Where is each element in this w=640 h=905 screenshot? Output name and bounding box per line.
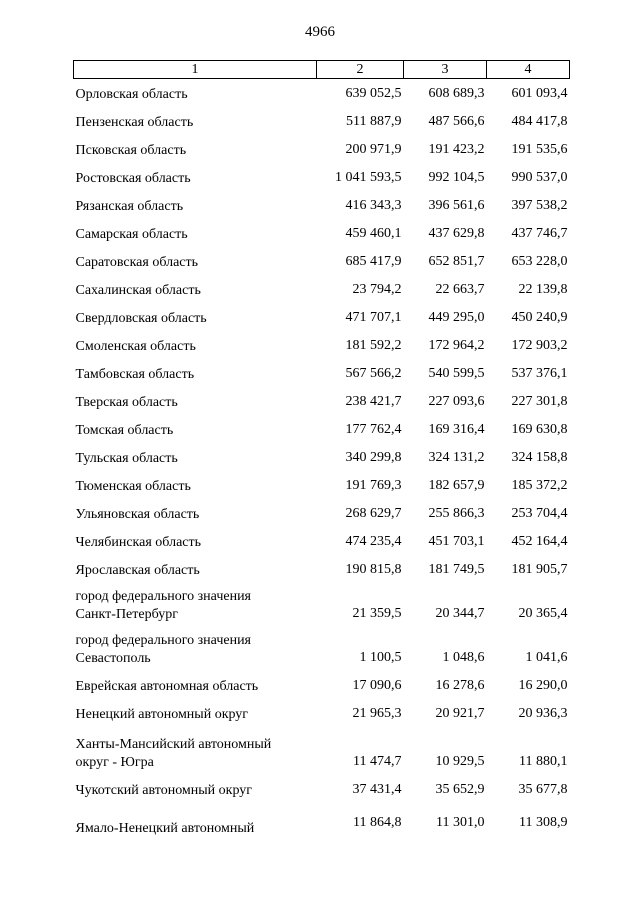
region-name: Еврейская автономная область — [75, 679, 259, 694]
region-name: Орловская область — [75, 87, 188, 102]
value-col-2: 200 971,9 — [345, 142, 402, 157]
value-col-3: 172 964,2 — [428, 338, 485, 353]
column-header-4: 4 — [487, 61, 570, 79]
value-col-2: 11 474,7 — [353, 754, 402, 769]
value-col-4: 185 372,2 — [511, 478, 568, 493]
table-row — [74, 628, 570, 672]
value-col-3: 16 278,6 — [435, 678, 485, 693]
region-name: Чукотский автономный округ — [75, 783, 253, 798]
value-col-4: 35 677,8 — [518, 782, 568, 797]
page-number: 4966 — [305, 24, 335, 40]
value-col-3: 1 048,6 — [442, 650, 485, 665]
value-col-3: 227 093,6 — [428, 394, 485, 409]
value-col-2: 268 629,7 — [345, 506, 402, 521]
table-row — [74, 804, 570, 842]
region-name: Сахалинская область — [75, 283, 201, 298]
value-col-3: 437 629,8 — [428, 226, 485, 241]
value-col-3: 487 566,6 — [428, 114, 485, 129]
value-col-4: 437 746,7 — [511, 226, 568, 241]
value-col-2: 17 090,6 — [352, 678, 402, 693]
table-row — [74, 776, 570, 804]
value-col-3: 35 652,9 — [435, 782, 485, 797]
region-name-line-2: Севастополь — [75, 651, 151, 666]
value-col-3: 20 344,7 — [435, 606, 485, 621]
value-col-2: 1 041 593,5 — [335, 170, 402, 185]
value-col-4: 20 936,3 — [518, 706, 568, 721]
value-col-4: 537 376,1 — [511, 366, 568, 381]
region-name: Томская область — [75, 423, 174, 438]
table-row — [74, 136, 570, 164]
value-col-2: 639 052,5 — [345, 86, 402, 101]
value-col-2: 23 794,2 — [352, 282, 402, 297]
value-col-4: 11 308,9 — [519, 815, 568, 830]
region-name-line-2: Санкт-Петербург — [75, 607, 178, 622]
value-col-2: 37 431,4 — [352, 782, 402, 797]
region-name: Ульяновская область — [75, 507, 200, 522]
value-col-4: 22 139,8 — [518, 282, 568, 297]
value-col-2: 1 100,5 — [359, 650, 402, 665]
value-col-4: 601 093,4 — [511, 86, 568, 101]
value-col-4: 227 301,8 — [511, 394, 568, 409]
value-col-2: 238 421,7 — [345, 394, 402, 409]
region-name: Псковская область — [75, 143, 187, 158]
region-name: Челябинская область — [75, 535, 201, 550]
value-col-2: 11 864,8 — [353, 815, 402, 830]
value-col-4: 990 537,0 — [511, 170, 568, 185]
region-name-line-2: округ - Югра — [75, 755, 154, 770]
table-row — [74, 192, 570, 220]
value-col-3: 191 423,2 — [428, 142, 485, 157]
region-name: Самарская область — [75, 227, 188, 242]
table-row — [74, 444, 570, 472]
value-col-4: 450 240,9 — [511, 310, 568, 325]
value-col-3: 608 689,3 — [428, 86, 485, 101]
region-name: Тверская область — [75, 395, 178, 410]
value-col-4: 1 041,6 — [525, 650, 568, 665]
table-row — [74, 304, 570, 332]
value-col-3: 11 301,0 — [436, 815, 485, 830]
value-col-3: 451 703,1 — [428, 534, 485, 549]
value-col-2: 567 566,2 — [345, 366, 402, 381]
table-row — [74, 416, 570, 444]
value-col-4: 169 630,8 — [511, 422, 568, 437]
value-col-4: 324 158,8 — [511, 450, 568, 465]
value-col-3: 22 663,7 — [435, 282, 485, 297]
value-col-2: 685 417,9 — [345, 254, 402, 269]
table-row — [74, 79, 570, 109]
value-col-4: 452 164,4 — [511, 534, 568, 549]
table-row — [74, 220, 570, 248]
region-name: Смоленская область — [75, 339, 196, 354]
table-row — [74, 164, 570, 192]
value-col-2: 511 887,9 — [346, 114, 402, 129]
value-col-2: 474 235,4 — [345, 534, 402, 549]
value-col-2: 416 343,3 — [345, 198, 402, 213]
value-col-3: 449 295,0 — [428, 310, 485, 325]
region-name: Свердловская область — [75, 311, 207, 326]
table-row — [74, 728, 570, 776]
region-name: Ростовская область — [75, 171, 191, 186]
region-name: Ямало-Ненецкий автономный — [75, 821, 255, 836]
value-col-2: 191 769,3 — [345, 478, 402, 493]
table-row — [74, 700, 570, 728]
table-row — [74, 388, 570, 416]
value-col-2: 21 965,3 — [352, 706, 402, 721]
region-name: Саратовская область — [75, 255, 199, 270]
value-col-3: 992 104,5 — [428, 170, 485, 185]
region-name: Тульская область — [75, 451, 178, 466]
table-row — [74, 672, 570, 700]
value-col-4: 20 365,4 — [518, 606, 568, 621]
region-name — [74, 628, 317, 672]
value-col-3: 324 131,2 — [428, 450, 485, 465]
region-name: Ярославская область — [75, 563, 200, 578]
column-header-2: 2 — [317, 61, 404, 79]
region-name-line-1: Ханты-Мансийский автономный — [75, 737, 272, 752]
table-row — [74, 556, 570, 584]
value-col-2: 471 707,1 — [345, 310, 402, 325]
column-header-3: 3 — [404, 61, 487, 79]
region-name-line-1: город федерального значения — [75, 589, 251, 604]
table-row — [74, 584, 570, 628]
table-row — [74, 108, 570, 136]
value-col-2: 340 299,8 — [345, 450, 402, 465]
table-row — [74, 248, 570, 276]
table-row — [74, 472, 570, 500]
value-col-2: 181 592,2 — [345, 338, 402, 353]
region-name — [74, 584, 317, 628]
value-col-3: 396 561,6 — [428, 198, 485, 213]
value-col-4: 191 535,6 — [511, 142, 568, 157]
value-col-2: 190 815,8 — [345, 562, 402, 577]
table-row — [74, 276, 570, 304]
value-col-4: 653 228,0 — [511, 254, 568, 269]
value-col-4: 16 290,0 — [518, 678, 568, 693]
value-col-2: 177 762,4 — [345, 422, 402, 437]
region-name-line-1: город федерального значения — [75, 633, 251, 648]
region-name: Ненецкий автономный округ — [75, 707, 249, 722]
value-col-3: 182 657,9 — [428, 478, 485, 493]
region-name: Тамбовская область — [75, 367, 195, 382]
value-col-3: 255 866,3 — [428, 506, 485, 521]
value-col-3: 20 921,7 — [435, 706, 485, 721]
table-row — [74, 500, 570, 528]
value-col-4: 181 905,7 — [511, 562, 568, 577]
region-name: Тюменская область — [75, 479, 191, 494]
value-col-4: 11 880,1 — [519, 754, 568, 769]
value-col-4: 172 903,2 — [511, 338, 568, 353]
table-row — [74, 332, 570, 360]
region-name — [74, 728, 317, 776]
value-col-3: 540 599,5 — [428, 366, 485, 381]
budget-table — [73, 60, 570, 842]
value-col-3: 652 851,7 — [428, 254, 485, 269]
region-name: Пензенская область — [75, 115, 194, 130]
region-name: Рязанская область — [75, 199, 184, 214]
table-header-row — [74, 61, 570, 79]
table-row — [74, 360, 570, 388]
value-col-2: 21 359,5 — [352, 606, 402, 621]
value-col-3: 181 749,5 — [428, 562, 485, 577]
value-col-4: 253 704,4 — [511, 506, 568, 521]
value-col-4: 397 538,2 — [511, 198, 568, 213]
value-col-2: 459 460,1 — [345, 226, 402, 241]
table-row — [74, 528, 570, 556]
value-col-3: 169 316,4 — [428, 422, 485, 437]
column-header-1: 1 — [74, 61, 317, 79]
value-col-3: 10 929,5 — [435, 754, 485, 769]
value-col-4: 484 417,8 — [511, 114, 568, 129]
